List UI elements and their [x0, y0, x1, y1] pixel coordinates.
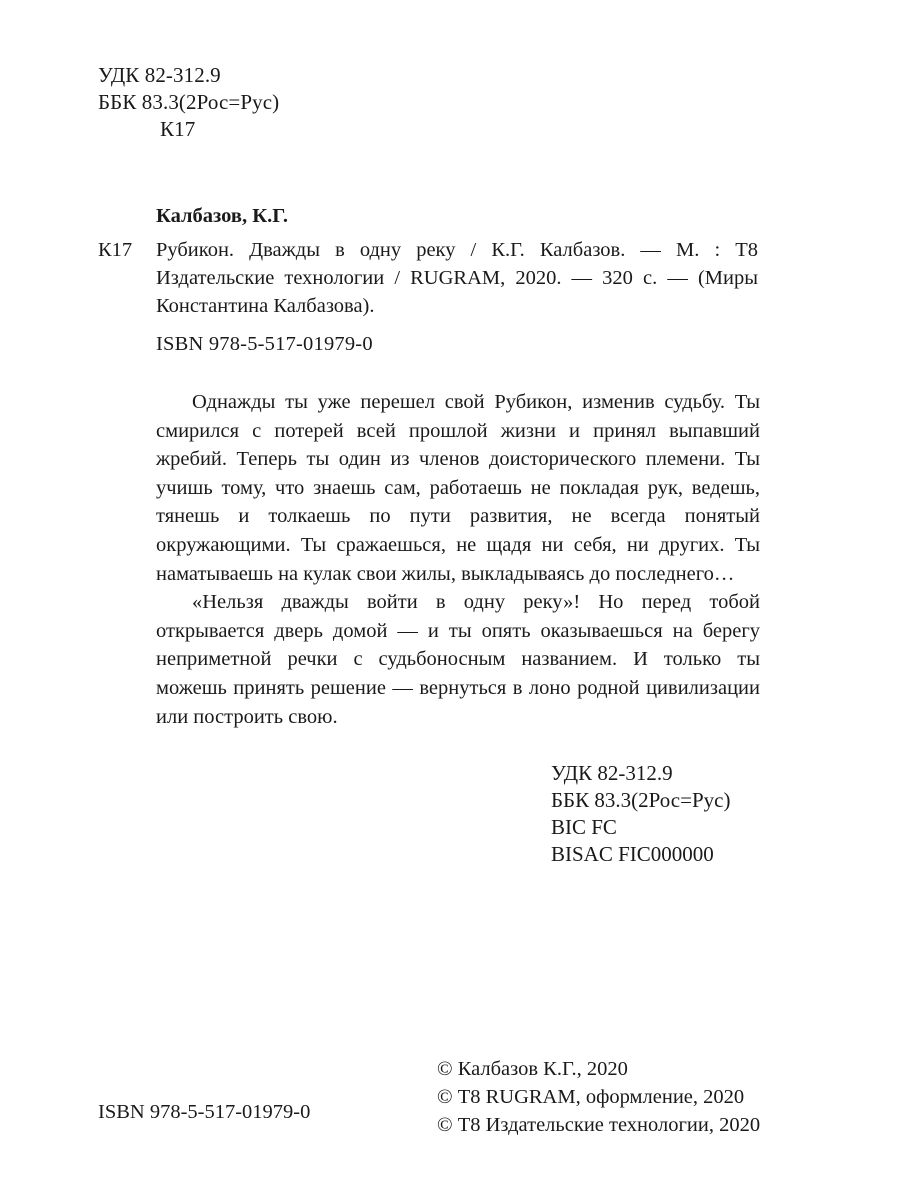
isbn-main: ISBN 978-5-517-01979-0 — [156, 333, 373, 355]
classification-bottom-block — [551, 760, 730, 868]
annotation-paragraph-1: Однажды ты уже перешел свой Рубикон, изменив судьбу. Ты смирился с потерей всей прошлой жизни и принял выпавший жребий. Теперь ты один из членов доисторического племени. Ты учишь тому, что знаешь сам, работаешь не покладая рук, ведешь, тянешь и толкаешь по пути развития, не всегда понятый окружающими. Ты сражаешься, не щадя ни себя, ни других. Ты наматываешь на кулак свои жилы, выкладываясь до последнего… — [156, 391, 760, 585]
copyright-line-author: © Калбазов К.Г., 2020 — [437, 1058, 628, 1080]
record-description: Рубикон. Дважды в одну реку / К.Г. Калбазов. — М. : Т8 Издательские технологии / RUGRAM, 2020. — 320 с. — (Миры Константина Калбазова). — [156, 239, 758, 317]
record-wrap — [98, 236, 758, 320]
author-name: Калбазов, К.Г. — [156, 205, 289, 227]
record-side-code: К17 — [98, 239, 133, 261]
bbk-line-top: ББК 83.3(2Рос=Рус) — [98, 90, 280, 114]
bibliographic-record — [98, 202, 758, 320]
bbk-line-bottom: ББК 83.3(2Рос=Рус) — [551, 788, 731, 812]
annotation-block — [156, 388, 760, 731]
bisac-code: BISAC FIC000000 — [551, 842, 714, 866]
copyright-line-design: © Т8 RUGRAM, оформление, 2020 — [437, 1086, 745, 1108]
footer-isbn: ISBN 978-5-517-01979-0 — [98, 1101, 311, 1123]
copyright-block — [437, 1055, 760, 1139]
copyright-line-publisher: © Т8 Издательские технологии, 2020 — [437, 1114, 761, 1136]
bic-code: BIC FC — [551, 815, 617, 839]
udk-line-bottom: УДК 82-312.9 — [551, 761, 673, 785]
udk-line-top: УДК 82-312.9 — [98, 63, 221, 87]
classification-top-block — [98, 62, 279, 143]
author-code-top: К17 — [160, 117, 196, 141]
annotation-paragraph-2: «Нельзя дважды войти в одну реку»! Но перед тобой открывается дверь домой — и ты опять оказываешься на берегу неприметной речки с судьбоносным названием. И только ты можешь принять решение — вернуться в лоно родной цивилизации или построить свою. — [156, 591, 760, 728]
